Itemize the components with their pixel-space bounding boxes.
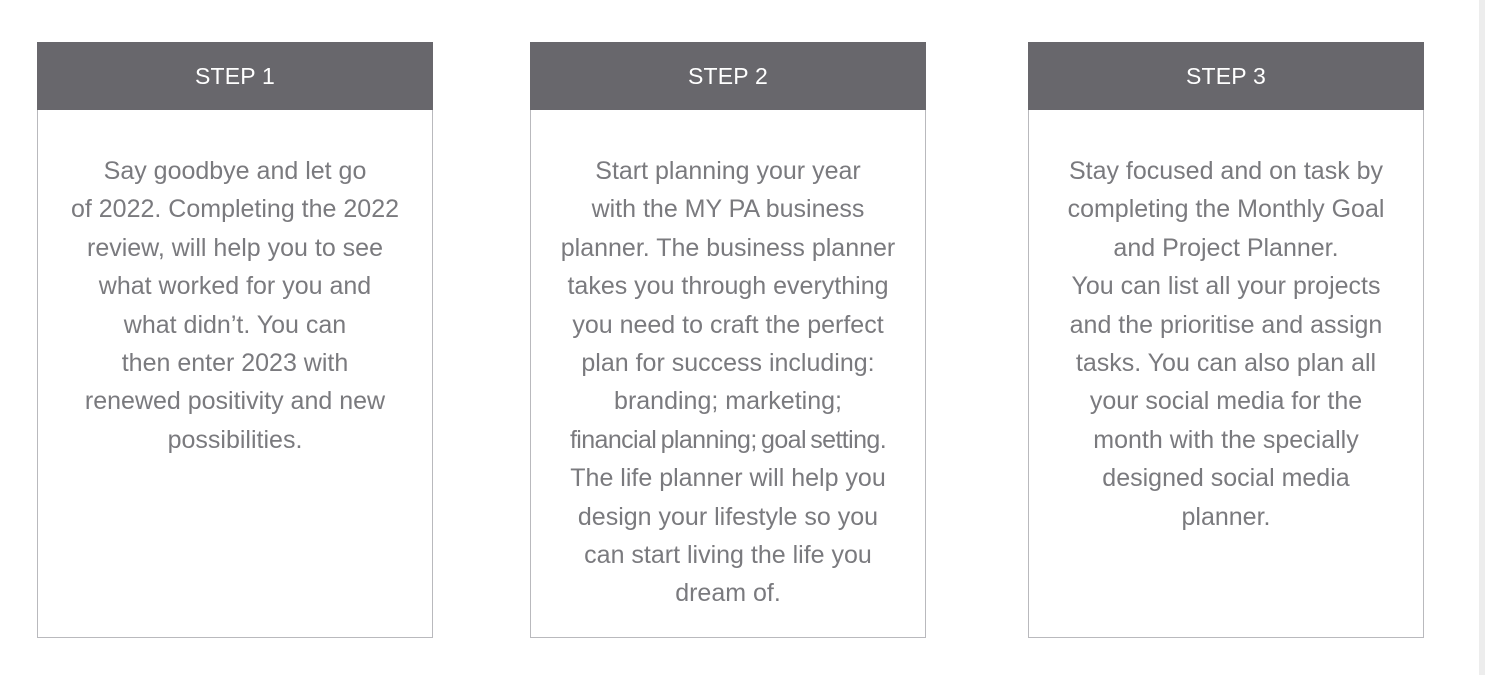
step-card-header: STEP 1 [37,42,433,110]
description-line: Say goodbye and let go [103,157,367,185]
description-line: You can list all your projects [1071,272,1381,301]
description-line: Stay focused and on task by [1068,157,1384,185]
description-line: takes you through everything [567,272,889,301]
step-card-description [38,110,432,459]
description-line: your social media for the [1089,387,1363,416]
description-line: renewed positivity and new [84,387,386,416]
description-line: and the prioritise and assign [1069,310,1383,339]
step-card-3 [1028,42,1424,638]
step-card-description [1029,110,1423,536]
step-card-2 [530,42,926,638]
description-line: of 2022. Completing the 2022 [70,195,399,224]
description-line: can start living the life you [584,541,872,570]
description-line: planner. The business planner [560,233,896,262]
description-line: Start planning your year [595,157,861,185]
description-line: month with the specially [1093,425,1359,454]
description-line: what didn’t. You can [123,310,347,339]
description-line: plan for success including: [581,349,875,378]
step-card-header: STEP 3 [1028,42,1424,110]
description-line: you need to craft the perfect [572,310,884,339]
step-card-1 [37,42,433,638]
description-line: then enter 2023 with [121,349,349,378]
description-line: possibilities. [167,425,303,454]
step-card-description [531,110,925,613]
description-line: dream of. [675,579,781,608]
description-line: review, will help you to see [87,233,383,262]
description-line: completing the Monthly Goal [1067,195,1385,224]
step-card-header: STEP 2 [530,42,926,110]
description-line: with the MY PA business [591,195,865,224]
description-line: designed social media [1102,464,1350,493]
description-line: branding; marketing; [614,387,842,416]
description-line: design your lifestyle so you [577,502,879,531]
description-line: what worked for you and [98,272,372,301]
description-line: tasks. You can also plan all [1075,349,1377,378]
description-line: and Project Planner. [1113,233,1339,262]
description-line: The life planner will help you [570,464,886,493]
description-line: planner. [1181,502,1271,531]
description-line: financial planning; goal setting. [569,425,887,454]
scrollbar-track[interactable] [1479,0,1485,675]
